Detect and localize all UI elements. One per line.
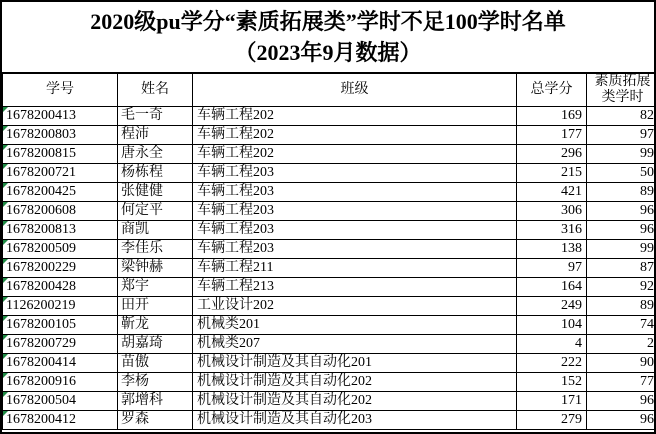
cell-total-credits[interactable]: 316 [517,221,587,240]
title-line-1: 2020级pu学分“素质拓展类”学时不足100学时名单 [90,9,566,34]
cell-student-id[interactable]: 1678200509 [3,240,118,259]
cell-quality-hours[interactable]: 96 [587,392,656,411]
table-body [3,107,656,430]
cell-student-id[interactable]: 1678200504 [3,392,118,411]
table-row [3,373,656,392]
cell-total-credits[interactable]: 215 [517,164,587,183]
cell-class[interactable]: 车辆工程202 [193,126,517,145]
number-stored-as-text-triangle-icon [3,411,8,416]
table-row [3,107,656,126]
number-stored-as-text-triangle-icon [3,297,8,302]
number-stored-as-text-triangle-icon [3,259,8,264]
col-header-name[interactable]: 姓名 [118,74,193,107]
cell-quality-hours[interactable]: 89 [587,297,656,316]
number-stored-as-text-triangle-icon [3,316,8,321]
cell-student-id[interactable]: 1678200608 [3,202,118,221]
cell-total-credits[interactable]: 279 [517,411,587,430]
cell-quality-hours[interactable]: 96 [587,411,656,430]
cell-name[interactable]: 郭增科 [118,392,193,411]
cell-class[interactable]: 机械类207 [193,335,517,354]
cell-class[interactable]: 车辆工程202 [193,107,517,126]
number-stored-as-text-triangle-icon [3,145,8,150]
table-row [3,145,656,164]
table-row [3,259,656,278]
cell-name[interactable]: 梁钟赫 [118,259,193,278]
cell-name[interactable]: 胡嘉琦 [118,335,193,354]
cell-class[interactable]: 机械设计制造及其自动化202 [193,392,517,411]
cell-name[interactable]: 郑宇 [118,278,193,297]
cell-total-credits[interactable]: 222 [517,354,587,373]
cell-total-credits[interactable]: 306 [517,202,587,221]
cell-class[interactable]: 车辆工程203 [193,221,517,240]
cell-total-credits[interactable]: 249 [517,297,587,316]
cell-student-id[interactable]: 1678200412 [3,411,118,430]
cell-total-credits[interactable]: 296 [517,145,587,164]
cell-class[interactable]: 车辆工程202 [193,145,517,164]
cell-quality-hours[interactable]: 97 [587,126,656,145]
cell-quality-hours[interactable]: 2 [587,335,656,354]
cell-student-id[interactable]: 1678200428 [3,278,118,297]
table-row [3,392,656,411]
cell-quality-hours[interactable]: 74 [587,316,656,335]
cell-student-id[interactable]: 1678200916 [3,373,118,392]
cell-class[interactable]: 车辆工程203 [193,183,517,202]
cell-total-credits[interactable]: 177 [517,126,587,145]
cell-quality-hours[interactable]: 92 [587,278,656,297]
title-line-2: （2023年9月数据） [234,40,422,65]
cell-student-id[interactable]: 1678200425 [3,183,118,202]
col-header-total-credits[interactable]: 总学分 [517,74,587,107]
cell-class[interactable]: 车辆工程203 [193,164,517,183]
cell-quality-hours[interactable]: 90 [587,354,656,373]
table-row [3,183,656,202]
cell-total-credits[interactable]: 421 [517,183,587,202]
table-title-cell[interactable] [2,2,654,73]
table-row [3,316,656,335]
cell-student-id[interactable]: 1678200721 [3,164,118,183]
cell-student-id[interactable]: 1678200413 [3,107,118,126]
cell-name[interactable]: 唐永全 [118,145,193,164]
table-row [3,297,656,316]
cell-name[interactable]: 毛一奇 [118,107,193,126]
cell-total-credits[interactable]: 138 [517,240,587,259]
table-row [3,240,656,259]
cell-student-id[interactable]: 1678200414 [3,354,118,373]
cell-class[interactable]: 车辆工程213 [193,278,517,297]
cell-name[interactable]: 李杨 [118,373,193,392]
cell-total-credits[interactable]: 171 [517,392,587,411]
cell-name[interactable]: 张健健 [118,183,193,202]
cell-name[interactable]: 苗傲 [118,354,193,373]
number-stored-as-text-triangle-icon [3,278,8,283]
cell-name[interactable]: 杨栋程 [118,164,193,183]
cell-quality-hours[interactable]: 96 [587,202,656,221]
cell-quality-hours[interactable]: 96 [587,221,656,240]
number-stored-as-text-triangle-icon [3,392,8,397]
header-row [3,74,656,107]
cell-class[interactable]: 机械类201 [193,316,517,335]
number-stored-as-text-triangle-icon [3,107,8,112]
cell-class[interactable]: 机械设计制造及其自动化202 [193,373,517,392]
cell-name[interactable]: 靳龙 [118,316,193,335]
number-stored-as-text-triangle-icon [3,126,8,131]
table-row [3,354,656,373]
cell-total-credits[interactable]: 152 [517,373,587,392]
cell-quality-hours[interactable]: 99 [587,240,656,259]
cell-student-id[interactable]: 1678200815 [3,145,118,164]
cell-student-id[interactable]: 1678200813 [3,221,118,240]
cell-student-id[interactable]: 1678200729 [3,335,118,354]
cell-student-id[interactable]: 1678200229 [3,259,118,278]
cell-name[interactable]: 商凯 [118,221,193,240]
cell-quality-hours[interactable]: 77 [587,373,656,392]
cell-class[interactable]: 机械设计制造及其自动化201 [193,354,517,373]
cell-class[interactable]: 车辆工程203 [193,202,517,221]
cell-quality-hours[interactable]: 87 [587,259,656,278]
col-header-student-id[interactable]: 学号 [3,74,118,107]
cell-quality-hours[interactable]: 50 [587,164,656,183]
col-header-quality-hours[interactable]: 素质拓展类学时 [587,74,656,107]
number-stored-as-text-triangle-icon [3,202,8,207]
table-row [3,164,656,183]
cell-total-credits[interactable]: 164 [517,278,587,297]
students-table [2,73,656,430]
number-stored-as-text-triangle-icon [3,373,8,378]
cell-class[interactable]: 车辆工程203 [193,240,517,259]
cell-student-id[interactable]: 1126200219 [3,297,118,316]
number-stored-as-text-triangle-icon [3,164,8,169]
table-row [3,411,656,430]
table-row [3,278,656,297]
cell-total-credits[interactable]: 4 [517,335,587,354]
cell-class[interactable]: 车辆工程211 [193,259,517,278]
cell-total-credits[interactable]: 169 [517,107,587,126]
cell-quality-hours[interactable]: 89 [587,183,656,202]
number-stored-as-text-triangle-icon [3,335,8,340]
cell-name[interactable]: 罗森 [118,411,193,430]
table-row [3,126,656,145]
cell-quality-hours[interactable]: 82 [587,107,656,126]
table-row [3,335,656,354]
cell-name[interactable]: 程沛 [118,126,193,145]
number-stored-as-text-triangle-icon [3,240,8,245]
cell-total-credits[interactable]: 97 [517,259,587,278]
table-row [3,202,656,221]
cell-class[interactable]: 工业设计202 [193,297,517,316]
cell-student-id[interactable]: 1678200803 [3,126,118,145]
cell-quality-hours[interactable]: 99 [587,145,656,164]
cell-name[interactable]: 田开 [118,297,193,316]
table-row [3,221,656,240]
cell-name[interactable]: 李佳乐 [118,240,193,259]
cell-student-id[interactable]: 1678200105 [3,316,118,335]
cell-name[interactable]: 何定平 [118,202,193,221]
number-stored-as-text-triangle-icon [3,183,8,188]
number-stored-as-text-triangle-icon [3,221,8,226]
number-stored-as-text-triangle-icon [3,354,8,359]
col-header-class[interactable]: 班级 [193,74,517,107]
cell-total-credits[interactable]: 104 [517,316,587,335]
cell-class[interactable]: 机械设计制造及其自动化203 [193,411,517,430]
